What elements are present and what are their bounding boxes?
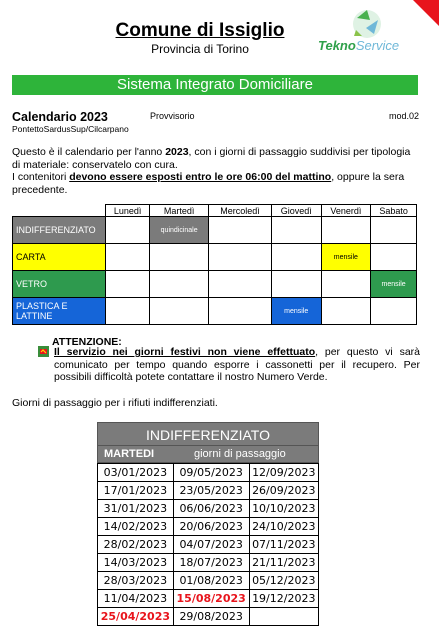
date-cell: 11/04/2023 (98, 590, 174, 608)
waste-type-label: CARTA (13, 244, 106, 271)
collection-days-label: Giorni di passaggio per i rifiuti indifferenziati. (12, 397, 218, 409)
dates-table-subheader (97, 446, 319, 463)
date-cell: 07/11/2023 (249, 536, 318, 554)
dates-table (97, 422, 319, 626)
waste-type-label: VETRO (13, 271, 106, 298)
date-cell: 03/01/2023 (98, 464, 174, 482)
schedule-cell: mensile (371, 271, 417, 298)
dates-row (98, 482, 319, 500)
day-header: Martedì (150, 205, 209, 217)
date-cell: 14/03/2023 (98, 554, 174, 572)
schedule-cell (209, 271, 272, 298)
date-cell: 14/02/2023 (98, 518, 174, 536)
page-subtitle: Provincia di Torino (151, 42, 249, 56)
attention-title: ATTENZIONE: (52, 336, 122, 348)
date-cell: 10/10/2023 (249, 500, 318, 518)
date-cell: 23/05/2023 (173, 482, 249, 500)
date-cell: 04/07/2023 (173, 536, 249, 554)
day-header: Giovedì (271, 205, 321, 217)
date-cell: 31/01/2023 (98, 500, 174, 518)
schedule-cell (271, 271, 321, 298)
date-cell: 17/01/2023 (98, 482, 174, 500)
calendar-place: PontettoSardusSup/Cilcarpano (12, 124, 129, 134)
logo-text: TeknoService (318, 38, 400, 53)
schedule-cell (106, 271, 150, 298)
date-cell: 26/09/2023 (249, 482, 318, 500)
schedule-cell (150, 271, 209, 298)
date-cell: 12/09/2023 (249, 464, 318, 482)
schedule-cell (106, 217, 150, 244)
dates-row (98, 464, 319, 482)
schedule-cell (106, 298, 150, 325)
schedule-cell (371, 244, 417, 271)
dates-row (98, 518, 319, 536)
date-cell: 05/12/2023 (249, 572, 318, 590)
dates-row (98, 572, 319, 590)
calendar-status: Provvisorio (150, 111, 195, 121)
schedule-cell (321, 271, 371, 298)
schedule-cell: mensile (271, 298, 321, 325)
schedule-cell (209, 217, 272, 244)
dates-row (98, 590, 319, 608)
intro-text: Questo è il calendario per l'anno 2023, con i giorni di passaggio suddivisi per tipologia di materiale: conservatelo con cura. I contenitori devono essere esposti entro le ore 06:00 del mattino, oppure la sera precedente. (12, 146, 411, 196)
date-cell: 29/08/2023 (173, 608, 249, 626)
schedule-cell (321, 298, 371, 325)
dates-row (98, 608, 319, 626)
calendar-title: Calendario 2023 (12, 110, 108, 124)
schedule-cell (106, 244, 150, 271)
dates-row (98, 554, 319, 572)
schedule-cell (150, 244, 209, 271)
day-header: Sabato (371, 205, 417, 217)
date-cell: 01/08/2023 (173, 572, 249, 590)
date-cell: 18/07/2023 (173, 554, 249, 572)
waste-type-label: INDIFFERENZIATO (13, 217, 106, 244)
schedule-cell: mensile (321, 244, 371, 271)
schedule-row (13, 271, 417, 298)
attention-text: Il servizio nei giorni festivi non viene effettuato, per questo vi sarà comunicato per tempo quando esporre i cassonetti per il recupero. Per possibili difficoltà potete contattare il nostro Numero Verde. (54, 346, 420, 383)
date-cell: 20/06/2023 (173, 518, 249, 536)
schedule-row (13, 298, 417, 325)
day-header: Lunedì (106, 205, 150, 217)
date-cell: 24/10/2023 (249, 518, 318, 536)
date-cell: 21/11/2023 (249, 554, 318, 572)
schedule-corner (13, 205, 106, 217)
schedule-table (12, 204, 417, 325)
schedule-cell (321, 217, 371, 244)
schedule-cell (271, 244, 321, 271)
dates-row (98, 500, 319, 518)
schedule-row (13, 244, 417, 271)
date-cell: 09/05/2023 (173, 464, 249, 482)
banner-title: Sistema Integrato Domiciliare (12, 75, 418, 95)
page-title: Comune di Issiglio (115, 20, 285, 41)
date-cell (249, 608, 318, 626)
day-header: Venerdì (321, 205, 371, 217)
schedule-cell (271, 217, 321, 244)
schedule-row (13, 217, 417, 244)
dates-day-label: MARTEDI (104, 448, 155, 460)
date-cell: 25/04/2023 (98, 608, 174, 626)
date-cell: 19/12/2023 (249, 590, 318, 608)
schedule-cell (209, 244, 272, 271)
day-header: Mercoledì (209, 205, 272, 217)
schedule-header-row (13, 205, 417, 217)
schedule-cell (371, 298, 417, 325)
warning-icon (38, 346, 49, 357)
calendar-mod: mod.02 (388, 111, 419, 121)
date-cell: 28/03/2023 (98, 572, 174, 590)
waste-type-label: PLASTICA E LATTINE (13, 298, 106, 325)
dates-table-title: INDIFFERENZIATO (97, 422, 319, 446)
schedule-cell (150, 298, 209, 325)
date-cell: 06/06/2023 (173, 500, 249, 518)
schedule-cell: quindicinale (150, 217, 209, 244)
schedule-cell (209, 298, 272, 325)
schedule-cell (371, 217, 417, 244)
date-cell: 28/02/2023 (98, 536, 174, 554)
dates-subtitle: giorni di passaggio (194, 448, 286, 460)
dates-row (98, 536, 319, 554)
date-cell: 15/08/2023 (173, 590, 249, 608)
